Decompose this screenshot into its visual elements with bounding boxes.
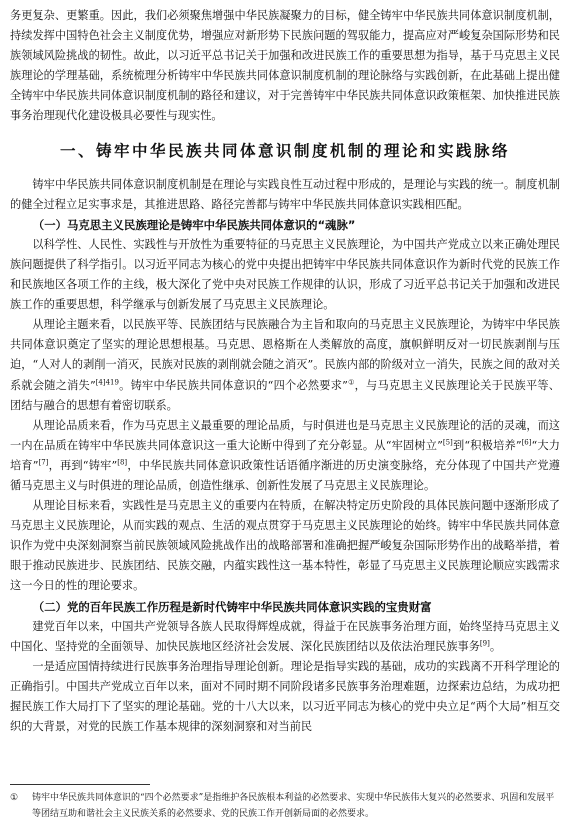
- footnote-marker[interactable]: ①: [347, 377, 355, 386]
- paragraph: [10, 315, 560, 415]
- paragraph-text: ，再到“铸牢”: [48, 458, 118, 472]
- paragraph-text: ，与马克思主义民族理论关于民族平等、团结与融合的思想有着密切联系。: [10, 378, 560, 412]
- footnote-number: ①: [10, 793, 19, 803]
- footnote-text: 铸牢中华民族共同体意识的“四个必然要求”是指维护各民族根本利益的必然要求、实现中华民族伟大复兴的必然要求、巩固和发展平等团结互助和谐社会主义民族关系的必然要求、党的民族工作开创新局面的必然要求。: [32, 793, 555, 819]
- citation-ref[interactable]: [5]: [442, 438, 453, 447]
- page-body: [10, 6, 560, 737]
- citation-ref[interactable]: [7]: [38, 458, 49, 467]
- paragraph-text: 。: [489, 639, 502, 653]
- paragraph-text: 到“积极培养”: [452, 438, 522, 452]
- subsection-heading-2: （二）党的百年民族工作历程是新时代铸牢中华民族共同体意识实践的宝贵财富: [32, 599, 432, 614]
- citation-ref[interactable]: [8]: [117, 458, 128, 467]
- paragraph-text: 。铸牢中华民族共同体意识的“四个必然要求”: [118, 378, 348, 392]
- paragraph-text: ，中华民族共同体意识政策性话语循序渐进的历史演变脉络，充分体现了中国共产党遵循马克思主义与时俱进的理论品质，创造性继承、创新性发展了马克思主义民族理论。: [10, 458, 560, 492]
- paragraph: [10, 416, 560, 496]
- paragraph-text: 从理论品质来看，作为马克思主义最重要的理论品质，与时俱进也是马克思主义民族理论的活的灵魂，而这一内在品质在铸牢中华民族共同体意识这一重大论断中得到了充分彰显。从“牢固树立”: [10, 418, 560, 452]
- paragraph: 从理论目标来看，实践性是马克思主义的重要内在特质，在解决特定历史阶段的具体民族问题中逐渐形成了马克思主义民族理论，从而实践的观点、生活的观点贯穿于马克思主义民族理论的始终。铸牢中华民族共同体意识作为党中央深刻洞察当前民族领域风险挑战作出的战略部署和准确把握严峻复杂国际形势作出的战略举措，着眼于推动民族进步、民族团结、民族交融，内蕴实践性这一基本特性，彰显了马克思主义民族理论顺应实践需求这一今日的性的理论要求。: [10, 499, 560, 593]
- section-title: 一、铸牢中华民族共同体意识制度机制的理论和实践脉络: [59, 141, 510, 160]
- citation-ref[interactable]: [4]419: [95, 377, 119, 386]
- footnote-divider: [10, 784, 150, 785]
- citation-ref[interactable]: [9]: [479, 638, 490, 647]
- paragraph: 一是适应国情持续进行民族事务治理指导理论创新。理论是指导实践的基础，成功的实践离不开科学理论的正确指引。中国共产党成立百年以来，面对不同时期不同阶段诸多民族事务治理难题，边探索边总结，为成功把握民族工作大局打下了坚实的理论基础。党的十八大以来，以习近平同志为核心的党中央立足“两个大局”相互交织的大背景，对党的民族工作基本规律的深刻洞察和对当前民: [10, 659, 560, 734]
- paragraph-text: 建党百年以来，中国共产党领导各族人民取得辉煌成就，得益于在民族事务治理方面，始终坚持马克思主义中国化、坚持党的全面领导、加快民族地区经济社会发展、深化民族团结以及依法治理民族事务: [10, 619, 560, 653]
- paragraph: [10, 617, 560, 657]
- paragraph-text: 从理论主题来看，以民族平等、民族团结与民族融合为主旨和取向的马克思主义民族理论，为铸牢中华民族共同体意识奠定了坚实的理论思想根基。马克思、恩格斯在人类解放的高度，旗帜鲜明反对一切民族剥削与压迫，“人对人的剥削一消灭，民族对民族的剥削就会随之消灭”。民族内部的阶级对立一消失，民族之间的敌对关系就会随之消失”: [10, 318, 560, 392]
- intro-paragraph: 务更复杂、更繁重。因此，我们必须聚焦增强中华民族凝聚力的目标，健全铸牢中华民族共同体意识制度机制，持续发挥中国特色社会主义制度优势，增强应对新形势下民族问题的驾驭能力，提高应对严峻复杂国际形势和民族领域风险挑战的韧性。故此，以习近平总书记关于加强和改进民族工作的重要思想为指导，基于马克思主义民族理论的学理基础，系统梳理分析铸牢中华民族共同体意识制度机制的理论脉络与实践创新，在此基础上提出健全铸牢中华民族共同体意识制度机制的路径和建议，对于完善铸牢中华民族共同体意识政策框架、加快推进民族事务治理现代化建设极具必要性与现实性。: [10, 9, 560, 123]
- paragraph: 以科学性、人民性、实践性与开放性为重要特征的马克思主义民族理论，为中国共产党成立以来正确处理民族问题提供了科学指引。以习近平同志为核心的党中央提出把铸牢中华民族共同体意识作为新时代党的民族工作和民族地区各项工作的主线，极大深化了党中央对民族工作规律的认识，形成了习近平总书记关于加强和改进民族工作的重要思想，科学继承与创新发展了马克思主义民族理论。: [10, 237, 560, 312]
- paragraph-text: “大力培育”: [10, 438, 560, 472]
- subsection-heading-1: （一）马克思主义民族理论是铸牢中华民族共同体意识的“魂脉”: [32, 217, 356, 232]
- citation-ref[interactable]: [6]: [521, 438, 532, 447]
- section-lead-paragraph: 铸牢中华民族共同体意识制度机制是在理论与实践良性互动过程中形成的，是理论与实践的统一。制度机制的健全过程立足实事求是，其推进思路、路径完善都与铸牢中华民族共同体意识实践相匹配。: [10, 177, 560, 211]
- footnote: [10, 790, 560, 822]
